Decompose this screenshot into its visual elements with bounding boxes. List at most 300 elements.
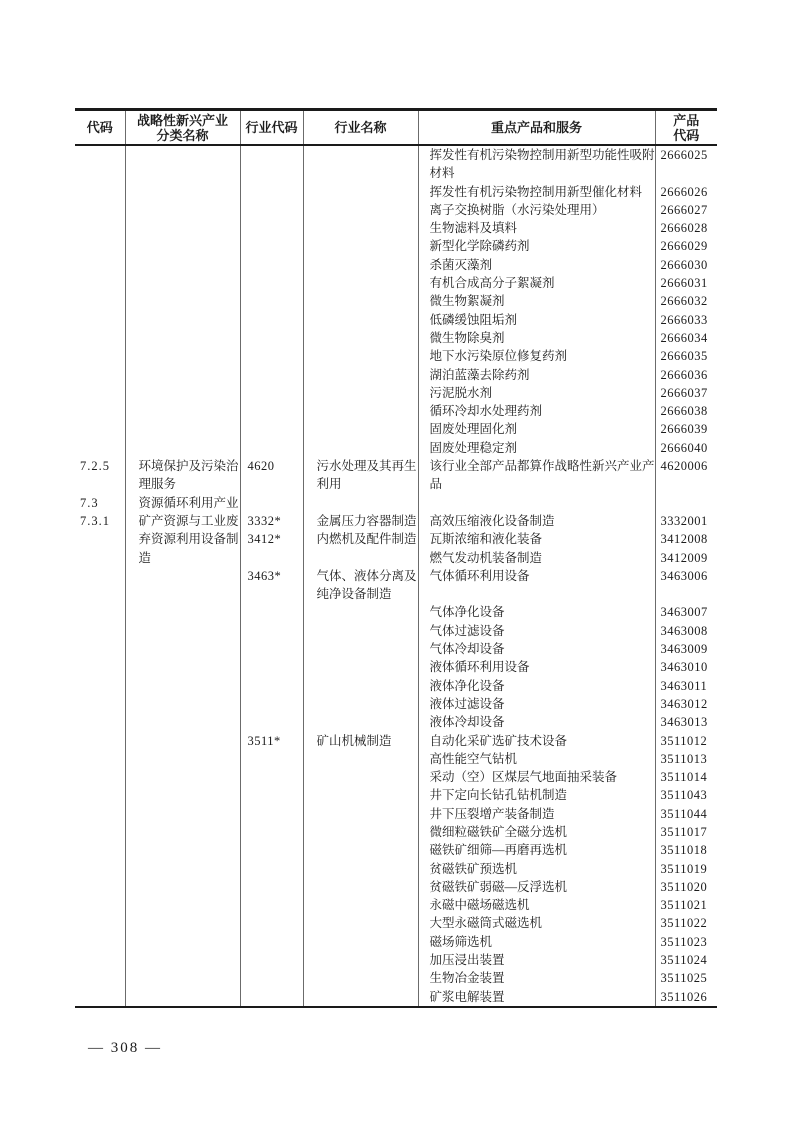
table-cell: 低磷缓蚀阻垢剂 xyxy=(418,311,655,329)
table-cell xyxy=(655,164,717,182)
table-cell xyxy=(75,567,125,585)
table-cell: 7.2.5 xyxy=(80,459,110,474)
table-cell: 3412* xyxy=(240,530,303,548)
table-cell: 材料 xyxy=(418,164,655,182)
table-row xyxy=(75,622,717,640)
table-cell xyxy=(418,494,655,512)
table-cell xyxy=(75,805,125,823)
table-cell: 3511043 xyxy=(655,786,717,804)
table-row xyxy=(75,457,717,475)
table-header xyxy=(75,110,717,146)
table-cell xyxy=(655,475,717,493)
table-cell xyxy=(240,237,303,255)
table-row xyxy=(75,219,717,237)
table-row xyxy=(75,914,717,932)
table-cell xyxy=(75,366,125,384)
table-cell xyxy=(75,201,125,219)
table-cell xyxy=(303,402,418,420)
table-cell xyxy=(125,439,240,457)
table-cell xyxy=(303,384,418,402)
table-cell: 3463008 xyxy=(655,622,717,640)
table-cell xyxy=(125,786,240,804)
table-cell xyxy=(125,658,240,676)
table-cell: 液体循环利用设备 xyxy=(418,658,655,676)
table-cell xyxy=(240,183,303,201)
table-cell xyxy=(125,237,240,255)
table-cell xyxy=(303,951,418,969)
table-cell xyxy=(303,622,418,640)
table-body xyxy=(75,145,717,1007)
table-cell: 3412008 xyxy=(655,530,717,548)
table-cell: 理服务 xyxy=(125,475,240,493)
table-cell xyxy=(125,420,240,438)
table-cell xyxy=(125,183,240,201)
table-cell: 3463010 xyxy=(655,658,717,676)
table-cell: 贫磁铁矿预选机 xyxy=(418,860,655,878)
table-cell: 加压浸出装置 xyxy=(418,951,655,969)
table-cell xyxy=(125,585,240,603)
table-cell: 弃资源利用设备制 xyxy=(125,530,240,548)
table-cell: 3511013 xyxy=(655,750,717,768)
table-cell xyxy=(125,164,240,182)
table-cell: 3511021 xyxy=(655,896,717,914)
table-cell xyxy=(240,402,303,420)
table-cell: 2666039 xyxy=(655,420,717,438)
table-cell xyxy=(303,914,418,932)
table-cell xyxy=(75,549,125,567)
table-cell: 环境保护及污染治 xyxy=(125,457,240,475)
table-cell xyxy=(303,805,418,823)
table-row xyxy=(75,860,717,878)
table-cell xyxy=(303,768,418,786)
table-cell: 7.3.1 xyxy=(80,513,110,528)
table-cell xyxy=(75,384,125,402)
table-cell: 液体过滤设备 xyxy=(418,695,655,713)
table-cell xyxy=(303,292,418,310)
header-code-line1: 代码 xyxy=(86,120,113,135)
table-cell xyxy=(125,914,240,932)
table-cell xyxy=(240,640,303,658)
table-cell xyxy=(240,475,303,493)
table-cell xyxy=(240,658,303,676)
table-cell xyxy=(303,841,418,859)
table-cell xyxy=(303,713,418,731)
table-cell xyxy=(240,750,303,768)
table-cell: 地下水污染原位修复药剂 xyxy=(418,347,655,365)
table-cell: 3511026 xyxy=(655,988,717,1007)
table-cell: 燃气发动机装备制造 xyxy=(418,549,655,567)
table-cell: 矿山机械制造 xyxy=(303,732,418,750)
table-cell xyxy=(75,768,125,786)
table-row xyxy=(75,164,717,182)
table-cell xyxy=(240,622,303,640)
table-cell xyxy=(240,329,303,347)
table-cell: 3511* xyxy=(240,732,303,750)
table-cell: 气体冷却设备 xyxy=(418,640,655,658)
table-row xyxy=(75,366,717,384)
table-cell xyxy=(75,183,125,201)
table-cell xyxy=(125,402,240,420)
table-cell xyxy=(125,768,240,786)
table-row xyxy=(75,658,717,676)
table-cell xyxy=(303,695,418,713)
table-cell xyxy=(125,201,240,219)
table-cell: 有机合成高分子絮凝剂 xyxy=(418,274,655,292)
table-cell xyxy=(75,658,125,676)
table-row xyxy=(75,603,717,621)
table-cell: 矿浆电解装置 xyxy=(418,988,655,1007)
table-cell xyxy=(240,439,303,457)
table-cell xyxy=(240,969,303,987)
table-cell: 3463011 xyxy=(655,677,717,695)
table-cell: 液体冷却设备 xyxy=(418,713,655,731)
table-cell: 2666027 xyxy=(655,201,717,219)
table-cell: 3511018 xyxy=(655,841,717,859)
table-cell xyxy=(75,732,125,750)
table-cell: 气体净化设备 xyxy=(418,603,655,621)
table-cell: 内燃机及配件制造 xyxy=(303,530,418,548)
table-cell: 循环冷却水处理药剂 xyxy=(418,402,655,420)
table-cell xyxy=(125,145,240,164)
table-cell xyxy=(240,695,303,713)
table-cell: 污水处理及其再生 xyxy=(303,457,418,475)
table-cell xyxy=(75,603,125,621)
table-cell: 7.3 xyxy=(80,495,99,510)
table-cell: 固废处理固化剂 xyxy=(418,420,655,438)
table-cell xyxy=(75,951,125,969)
table-row xyxy=(75,494,717,512)
table-cell xyxy=(303,896,418,914)
table-cell xyxy=(240,347,303,365)
table-cell: 井下定向长钻孔钻机制造 xyxy=(418,786,655,804)
table-cell xyxy=(303,237,418,255)
header-code xyxy=(75,110,125,146)
table-cell xyxy=(240,420,303,438)
table-cell: 纯净设备制造 xyxy=(303,585,418,603)
table-cell xyxy=(75,164,125,182)
table-cell xyxy=(240,219,303,237)
table-cell: 3463013 xyxy=(655,713,717,731)
table-cell: 气体过滤设备 xyxy=(418,622,655,640)
table-cell: 磁场筛选机 xyxy=(418,933,655,951)
table-cell: 3511025 xyxy=(655,969,717,987)
table-row xyxy=(75,878,717,896)
table-cell xyxy=(303,658,418,676)
table-cell xyxy=(125,603,240,621)
table-row xyxy=(75,713,717,731)
table-cell: 采动（空）区煤层气地面抽采装备 xyxy=(418,768,655,786)
table-row xyxy=(75,549,717,567)
table-cell xyxy=(655,585,717,603)
table-cell: 2666030 xyxy=(655,256,717,274)
table-cell: 2666032 xyxy=(655,292,717,310)
table-cell xyxy=(303,256,418,274)
table-cell xyxy=(75,823,125,841)
table-cell: 永磁中磁场磁选机 xyxy=(418,896,655,914)
table-cell: 2666033 xyxy=(655,311,717,329)
table-cell: 2666025 xyxy=(655,145,717,164)
table-cell xyxy=(75,439,125,457)
table-cell xyxy=(240,366,303,384)
table-row xyxy=(75,969,717,987)
table-row xyxy=(75,237,717,255)
table-cell: 微生物絮凝剂 xyxy=(418,292,655,310)
table-cell xyxy=(303,860,418,878)
table-cell: 气体、液体分离及 xyxy=(303,567,418,585)
table-cell xyxy=(125,713,240,731)
header-key-products-line1: 重点产品和服务 xyxy=(490,120,582,135)
table-cell: 矿产资源与工业废 xyxy=(125,512,240,530)
table-row xyxy=(75,750,717,768)
table-cell xyxy=(75,237,125,255)
table-cell xyxy=(75,969,125,987)
table-row xyxy=(75,402,717,420)
table-cell: 2666036 xyxy=(655,366,717,384)
table-cell xyxy=(240,145,303,164)
table-cell: 2666040 xyxy=(655,439,717,457)
table-cell xyxy=(240,823,303,841)
table-cell: 微生物除臭剂 xyxy=(418,329,655,347)
table-cell xyxy=(75,933,125,951)
table-cell xyxy=(125,219,240,237)
table-row xyxy=(75,677,717,695)
table-cell xyxy=(240,914,303,932)
table-cell xyxy=(75,713,125,731)
table-cell xyxy=(240,860,303,878)
table-cell xyxy=(303,988,418,1007)
table-cell xyxy=(303,347,418,365)
table-cell xyxy=(125,311,240,329)
table-cell: 3511020 xyxy=(655,878,717,896)
table-cell xyxy=(75,292,125,310)
table-row xyxy=(75,274,717,292)
table-row xyxy=(75,732,717,750)
table-cell xyxy=(240,768,303,786)
table-cell: 磁铁矿细筛—再磨再选机 xyxy=(418,841,655,859)
table-cell xyxy=(240,201,303,219)
table-row xyxy=(75,585,717,603)
header-product-code xyxy=(655,110,717,146)
table-cell xyxy=(240,786,303,804)
table-cell: 造 xyxy=(125,549,240,567)
table-cell xyxy=(240,805,303,823)
table-row xyxy=(75,256,717,274)
table-cell: 生物冶金装置 xyxy=(418,969,655,987)
table-cell xyxy=(75,475,125,493)
table-cell: 3463009 xyxy=(655,640,717,658)
table-cell: 该行业全部产品都算作战略性新兴产业产 xyxy=(418,457,655,475)
table-cell xyxy=(75,402,125,420)
table-cell: 湖泊蓝藻去除药剂 xyxy=(418,366,655,384)
table-cell: 液体净化设备 xyxy=(418,677,655,695)
table-cell xyxy=(75,786,125,804)
table-cell: 利用 xyxy=(303,475,418,493)
table-row xyxy=(75,145,717,164)
table-cell: 瓦斯浓缩和液化装备 xyxy=(418,530,655,548)
table-row xyxy=(75,951,717,969)
table-row xyxy=(75,292,717,310)
table-cell xyxy=(240,988,303,1007)
header-industry-name xyxy=(303,110,418,146)
table-cell xyxy=(125,841,240,859)
table-cell: 3511014 xyxy=(655,768,717,786)
table-row xyxy=(75,567,717,585)
table-cell xyxy=(303,750,418,768)
table-cell xyxy=(75,219,125,237)
table-cell: 2666031 xyxy=(655,274,717,292)
table-row xyxy=(75,420,717,438)
table-cell xyxy=(125,750,240,768)
table-cell: 离子交换树脂（水污染处理用） xyxy=(418,201,655,219)
table-cell xyxy=(75,311,125,329)
table-cell xyxy=(303,420,418,438)
table-cell xyxy=(240,256,303,274)
table-cell xyxy=(303,201,418,219)
table-cell: 3463012 xyxy=(655,695,717,713)
table-row xyxy=(75,439,717,457)
header-industry-class-name-line2: 分类名称 xyxy=(156,127,209,143)
table-row xyxy=(75,988,717,1007)
table-row xyxy=(75,640,717,658)
table-row xyxy=(75,805,717,823)
table-cell xyxy=(240,311,303,329)
table-cell: 2666028 xyxy=(655,219,717,237)
table-row xyxy=(75,933,717,951)
table-cell: 品 xyxy=(418,475,655,493)
header-industry-class-name xyxy=(125,110,240,146)
table-cell xyxy=(75,640,125,658)
table-cell: 4620006 xyxy=(655,457,717,475)
table-cell xyxy=(125,823,240,841)
table-cell: 3511017 xyxy=(655,823,717,841)
table-cell xyxy=(240,841,303,859)
table-cell xyxy=(75,841,125,859)
table-cell: 污泥脱水剂 xyxy=(418,384,655,402)
table-row xyxy=(75,695,717,713)
table-cell xyxy=(125,329,240,347)
table-cell: 资源循环利用产业 xyxy=(125,494,240,512)
header-industry-code xyxy=(240,110,303,146)
table-cell: 贫磁铁矿弱磁—反浮选机 xyxy=(418,878,655,896)
table-cell: 3511022 xyxy=(655,914,717,932)
table-cell xyxy=(75,256,125,274)
table-row xyxy=(75,329,717,347)
table-cell: 固废处理稳定剂 xyxy=(418,439,655,457)
table-cell xyxy=(75,145,125,164)
table-cell: 3332001 xyxy=(655,512,717,530)
table-cell xyxy=(303,145,418,164)
table-cell: 杀菌灭藻剂 xyxy=(418,256,655,274)
table-cell xyxy=(240,494,303,512)
table-cell xyxy=(240,164,303,182)
table-cell: 高性能空气钻机 xyxy=(418,750,655,768)
table-cell xyxy=(303,603,418,621)
table-cell: 金属压力容器制造 xyxy=(303,512,418,530)
table-cell: 3511024 xyxy=(655,951,717,969)
table-cell xyxy=(303,549,418,567)
table-cell: 3511019 xyxy=(655,860,717,878)
table-row xyxy=(75,384,717,402)
table-cell: 挥发性有机污染物控制用新型催化材料 xyxy=(418,183,655,201)
header-product-code-line2: 代码 xyxy=(673,127,700,143)
table-cell xyxy=(125,384,240,402)
table-cell xyxy=(303,366,418,384)
table-cell: 2666037 xyxy=(655,384,717,402)
table-cell xyxy=(75,677,125,695)
table-cell: 3511023 xyxy=(655,933,717,951)
table-cell xyxy=(303,494,418,512)
table-row xyxy=(75,311,717,329)
table-cell: 微细粒磁铁矿全磁分选机 xyxy=(418,823,655,841)
table-row xyxy=(75,786,717,804)
table-cell xyxy=(125,677,240,695)
table-cell xyxy=(303,311,418,329)
table-cell xyxy=(75,878,125,896)
table-cell xyxy=(240,878,303,896)
table-cell xyxy=(303,183,418,201)
table-cell: 新型化学除磷药剂 xyxy=(418,237,655,255)
table-cell xyxy=(418,585,655,603)
table-cell xyxy=(125,347,240,365)
table-cell: 挥发性有机污染物控制用新型功能性吸附 xyxy=(418,145,655,164)
table-cell: 气体循环利用设备 xyxy=(418,567,655,585)
classification-table xyxy=(75,108,717,1008)
table-cell xyxy=(240,933,303,951)
table-cell xyxy=(125,292,240,310)
table-cell: 3463* xyxy=(240,567,303,585)
table-cell xyxy=(240,713,303,731)
table-header-row xyxy=(75,110,717,146)
table-cell xyxy=(125,640,240,658)
table-cell: 3412009 xyxy=(655,549,717,567)
table-cell xyxy=(303,439,418,457)
table-cell xyxy=(125,896,240,914)
header-industry-class-name-line1: 战略性新兴产业 xyxy=(136,112,228,128)
table-row xyxy=(75,475,717,493)
table-cell xyxy=(303,329,418,347)
table-cell xyxy=(75,896,125,914)
table-cell xyxy=(75,860,125,878)
table-cell xyxy=(240,951,303,969)
table-cell: 2666026 xyxy=(655,183,717,201)
table-cell xyxy=(75,914,125,932)
table-cell xyxy=(125,951,240,969)
table-cell: 2666034 xyxy=(655,329,717,347)
table-cell xyxy=(303,786,418,804)
table-row xyxy=(75,823,717,841)
table-cell: 高效压缩液化设备制造 xyxy=(418,512,655,530)
table-cell xyxy=(75,347,125,365)
table-cell xyxy=(240,896,303,914)
table-cell: 3511044 xyxy=(655,805,717,823)
table-row xyxy=(75,841,717,859)
table-cell: 自动化采矿选矿技术设备 xyxy=(418,732,655,750)
table-row xyxy=(75,896,717,914)
table-cell: 2666029 xyxy=(655,237,717,255)
table-cell xyxy=(240,384,303,402)
table-cell xyxy=(125,567,240,585)
table-cell xyxy=(125,988,240,1007)
table-row xyxy=(75,201,717,219)
table-cell xyxy=(303,164,418,182)
page-number: — 308 — xyxy=(88,1040,162,1056)
table-cell xyxy=(125,622,240,640)
table-cell xyxy=(125,732,240,750)
table-row xyxy=(75,512,717,530)
table-cell xyxy=(75,988,125,1007)
table-cell xyxy=(125,969,240,987)
table-cell: 3463006 xyxy=(655,567,717,585)
